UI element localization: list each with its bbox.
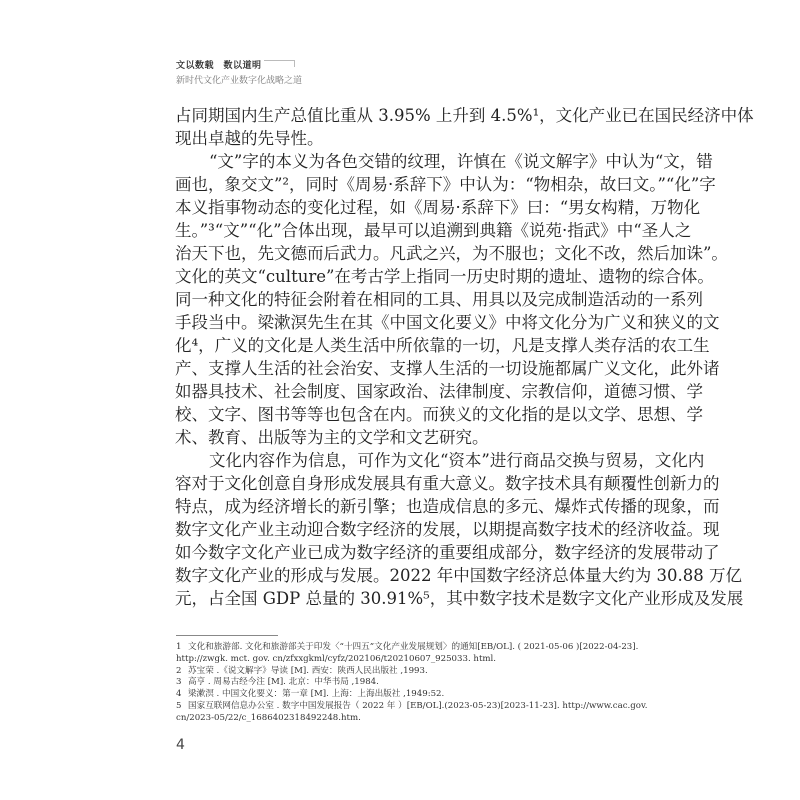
footnote-line <box>176 713 601 725</box>
footnote-line <box>176 689 601 701</box>
book-title: 文以数载 数以道明 <box>176 61 262 71</box>
header-decoration <box>264 60 295 67</box>
footnote <box>176 666 601 678</box>
text-line: 现出卓越的先导性。 <box>175 129 324 148</box>
text-line: 同一种文化的特征会附着在相同的工具、用具以及完成制造活动的一系列 <box>175 290 703 309</box>
text-line: 占同期国内生产总值比重从 3.95% 上升到 4.5%¹，文化产业已在国民经济中体 <box>175 106 754 125</box>
text-line: 元，占全国 GDP 总量的 30.91%⁵，其中数字技术是数字文化产业形成及发展 <box>175 589 744 608</box>
footnote-number: 2 <box>176 665 182 676</box>
footnote-line <box>176 677 601 689</box>
footnote <box>176 642 639 666</box>
text-line: 数字文化产业主动迎合数字经济的发展，以期提高数字技术的经济收益。现 <box>175 520 720 539</box>
footnotes <box>176 642 648 725</box>
text-line: 文化内容作为信息，可作为文化“资本”进行商品交换与贸易，文化内 <box>209 451 705 470</box>
page-number: 4 <box>176 737 185 753</box>
footnote-divider <box>176 635 278 636</box>
body-text <box>175 104 754 610</box>
footnote-line <box>176 642 639 654</box>
text-line: 数字文化产业的形成与发展。2022 年中国数字经济总体量大约为 30.88 万亿 <box>175 566 742 585</box>
text-line: “文”字的本义为各色交错的纹理，许慎在《说文解字》中认为“文，错 <box>209 152 713 171</box>
footnote-text: 国家互联网信息办公室 . 数字中国发展报告（ 2022 年 ）[EB/OL].(2023-05-23)[2023-11-23]. http://www.cac.gov. <box>188 700 648 711</box>
footnote-text: 文化和旅游部. 文化和旅游部关于印发〈“十四五”文化产业发展规划〉的通知[EB/OL]. ( 2021-05-06 )[2022-04-23]. <box>188 642 639 652</box>
text-line: 手段当中。梁漱溟先生在其《中国文化要义》中将文化分为广义和狭义的文 <box>175 313 720 332</box>
text-line: 容对于文化创意自身形成发展具有重大意义。数字技术具有颠覆性创新力的 <box>175 474 720 493</box>
footnote <box>176 677 601 689</box>
text-line: 如器具技术、社会制度、国家政治、法律制度、宗教信仰，道德习惯、学 <box>175 382 703 401</box>
text-line: 文化的英文“culture”在考古学上指同一历史时期的遗址、遗物的综合体。 <box>175 267 714 286</box>
footnote-text: 苏宝荣 .《说文解字》导读 [M]. 西安：陕西人民出版社 ,1993. <box>188 665 428 676</box>
footnote <box>176 689 601 701</box>
footnote-text: http://zwgk. mct. gov. cn/zfxxgkml/cyfz/202106/t20210607_925033. html. <box>176 653 497 664</box>
text-line: 校、文字、图书等等也包含在内。而狭义的文化指的是以文学、思想、学 <box>175 405 703 424</box>
text-line: 如今数字文化产业已成为数字经济的重要组成部分，数字经济的发展带动了 <box>175 543 720 562</box>
footnote-line <box>176 666 601 678</box>
footnote-number: 5 <box>176 700 182 711</box>
text-line: 化⁴，广义的文化是人类生活中所依靠的一切，凡是支撑人类存活的农工生 <box>175 336 710 355</box>
text-line: 术、教育、出版等为主的文学和文艺研究。 <box>175 428 489 447</box>
footnote-number: 4 <box>176 689 182 700</box>
book-subtitle: 新时代文化产业数字化战略之道 <box>176 76 303 86</box>
text-line: 产、支撑人生活的社会治安、支撑人生活的一切设施都属广义文化，此外诸 <box>175 359 720 378</box>
footnote <box>176 700 648 725</box>
footnote-line <box>176 700 648 713</box>
running-header <box>176 53 302 86</box>
footnote-number: 3 <box>176 677 182 688</box>
footnote-number: 1 <box>176 642 182 652</box>
text-line: 画也，象交文”²，同时《周易·系辞下》中认为：“物相杂，故曰文。”“化”字 <box>175 175 716 194</box>
footnote-line <box>176 654 601 666</box>
footnote-text: 高亨 . 周易古经今注 [M]. 北京：中华书局 ,1984. <box>188 677 379 688</box>
text-line: 治天下也，先文德而后武力。凡武之兴，为不服也；文化不改，然后加诛”。 <box>175 244 728 263</box>
text-line: 生。”³“文”“化”合体出现，最早可以追溯到典籍《说苑·指武》中“圣人之 <box>175 221 692 240</box>
footnote-text: cn/2023-05/22/c_1686402318492248.htm. <box>176 712 361 723</box>
text-line: 特点，成为经济增长的新引擎；也造成信息的多元、爆炸式传播的现象，而 <box>175 497 720 516</box>
footnote-text: 梁漱溟 . 中国文化要义：第一章 [M]. 上海：上海出版社 ,1949:52. <box>188 689 445 700</box>
text-line: 本义指事物动态的变化过程，如《周易·系辞下》曰：“男女构精，万物化 <box>175 198 701 217</box>
